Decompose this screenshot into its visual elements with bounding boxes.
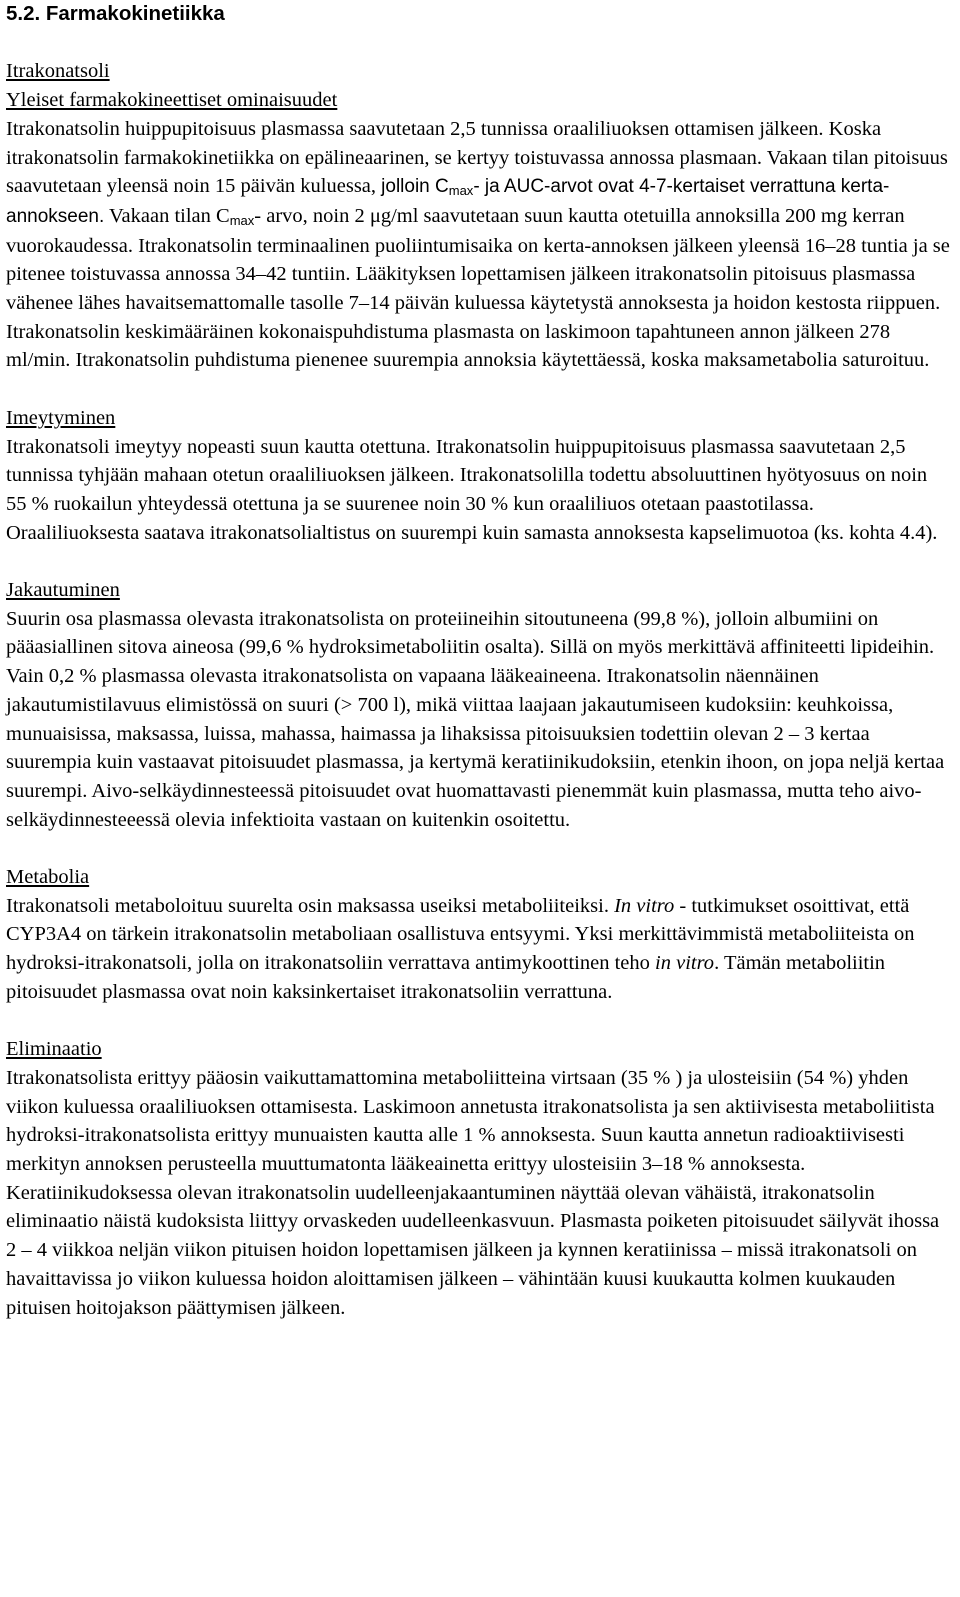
- imeytyminen-section: [6, 404, 951, 548]
- cmax-subscript: max: [448, 183, 474, 199]
- general-properties-paragraph: [6, 115, 951, 375]
- general-properties-heading: Yleiset farmakokineettiset ominaisuudet: [6, 89, 338, 112]
- spacer: [6, 375, 951, 404]
- imeytyminen-heading: Imeytyminen: [6, 406, 116, 429]
- section-title: 5.2. Farmakokinetiikka: [6, 2, 225, 25]
- spacer: [6, 1007, 951, 1036]
- spacer: [6, 547, 951, 576]
- italic-term: in vitro: [655, 952, 715, 975]
- jakautuminen-section: [6, 576, 951, 834]
- jakautuminen-paragraph: Suurin osa plasmassa olevasta itrakonatsolista on proteiineihin sitoutuneena (99,8 %), jolloin albumiini on pääasiallinen sitova aineosa (99,6 % hydroksimetaboliitin osalta). Sillä on myös merkittävä affiniteetti lipideihin. Vain 0,2 % plasmassa olevasta itrakonatsolista on vapaana lääkeaineena. Itrakonatsolin näennäinen jakautumistilavuus elimistössä on suuri (> 700 l), mikä viittaa laajaan jakautumiseen kudoksiin: keuhkoissa, munuaisissa, maksassa, luissa, mahassa, haimassa ja lihaksissa pitoisuuksien todettiin olevan 2 – 3 kertaa suurempia kuin vastaavat pitoisuudet plasmassa, ja kertymä keratiinikudoksiin, etenkin ihoon, on jopa neljä kertaa suurempi. Aivo-selkäydinnesteessä pitoisuudet ovat huomattavasti pienemmät kuin plasmassa, mutta teho aivo-selkäydinnesteeessä olevia infektioita vastaan on kuitenkin osoitettu.: [6, 607, 945, 831]
- metabolia-section: [6, 863, 951, 1007]
- paragraph-text: jolloin C: [381, 176, 449, 198]
- eliminaatio-paragraph: Itrakonatsolista erittyy pääosin vaikuttamattomina metaboliitteina virtsaan (35 % ) ja ulosteisiin (54 %) yhden viikon kuluessa oraaliliuoksen ottamisesta. Laskimoon annetusta itrakonatsolista ja sen aktiivisesta metaboliitista hydroksi-itrakonatsolista erittyy munuaisten kautta alle 1 % annoksesta. Suun kautta annetun radioaktiivisesti merkityn annoksen perusteella muuttumatonta lääkeainetta erittyy ulosteisiin 3–18 % annoksesta. Keratiinikudoksessa olevan itrakonatsolin uudelleenjakaantuminen näyttää olevan vähäistä, itrakonatsolin eliminaatio näistä kudoksista liittyy orvaskeden uudelleenkasvuun. Plasmasta poiketen pitoisuudet säilyvät ihossa 2 – 4 viikkoa neljän viikon pituisen hoidon lopettamisen jälkeen ja kynnen keratiinissa – missä itrakonatsoli on havaittavissa jo viikon kuluessa hoidon aloittamisen jälkeen – vähintään kuusi kuukautta kolmen kuukauden pituisen hoitojakson päättymisen jälkeen.: [6, 1066, 940, 1319]
- paragraph-text: Vakaan tilan C: [109, 204, 230, 227]
- itrakonatsoli-section: [6, 57, 951, 375]
- itrakonatsoli-heading: Itrakonatsoli: [6, 60, 110, 83]
- italic-term: In vitro: [614, 894, 675, 917]
- paragraph-text: - tutkimukset osoittivat, että CYP3A4 on tärkein itrakonatsolin metaboliaan osallistuva entsyymi. Yksi merkittävimmistä metaboliiteista on hydroksi-itrakonatsoli, jolla on itrakonatsoliin verrattava antimykoottinen teho: [6, 894, 915, 975]
- cmax-subscript: max: [229, 212, 255, 228]
- spacer: [6, 29, 951, 58]
- paragraph-text: - ja AUC-arvot ovat 4-7-kertaiset verrattuna kerta-annokseen.: [6, 176, 890, 227]
- imeytyminen-paragraph: Itrakonatsoli imeytyy nopeasti suun kautta otettuna. Itrakonatsolin huippupitoisuus plasmassa saavutetaan 2,5 tunnissa tyhjään mahaan otetun oraaliliuoksen jälkeen. Itrakonatsolilla todettu absoluuttinen hyötyosuus on noin 55 % ruokailun yhteydessä otettuna ja se suurenee noin 30 % kun oraaliliuos otetaan paastotilassa. Oraaliliuoksesta saatava itrakonatsolialtistus on suurempi kuin samasta annoksesta kapselimuotoa (ks. kohta 4.4).: [6, 435, 938, 544]
- paragraph-text: Itrakonatsoli metaboloituu suurelta osin maksassa useiksi metaboliiteiksi.: [6, 894, 609, 917]
- eliminaatio-heading: Eliminaatio: [6, 1038, 102, 1061]
- paragraph-text: Itrakonatsolin huippupitoisuus plasmassa saavutetaan 2,5 tunnissa oraaliliuoksen ottamisen jälkeen. Koska itrakonatsolin farmakokinetiikka on epälineaarinen, se kertyy toistuvassa annossa plasmaan. Vakaan tilan pitoisuus saavutetaan yleensä noin 15 päivän kuluessa,: [6, 117, 948, 198]
- eliminaatio-section: [6, 1035, 951, 1322]
- metabolia-paragraph: [6, 892, 951, 1007]
- paragraph-text: -: [254, 204, 262, 227]
- paragraph-text: . Tämän metaboliitin pitoisuudet plasmassa ovat noin kaksinkertaiset itrakonatsoliin verrattuna.: [6, 952, 886, 1003]
- paragraph-text: arvo, noin 2 μg/ml saavutetaan suun kautta otetuilla annoksilla 200 mg kerran vuorokaudessa. Itrakonatsolin terminaalinen puoliintumisaika on kerta-annoksen jälkeen yleensä 16–28 tuntia ja se pitenee toistuvassa annossa 34–42 tuntiin. Lääkityksen lopettamisen jälkeen itrakonatsolin pitoisuus plasmassa vähenee lähes havaitsemattomalle tasolle 7–14 päivän kuluessa käytetystä annoksesta ja hoidon kestosta riippuen. Itrakonatsolin keskimääräinen kokonaispuhdistuma plasmasta on laskimoon tapahtuneen annon jälkeen 278 ml/min. Itrakonatsolin puhdistuma pienenee suurempia annoksia käytettäessä, koska maksametabolia saturoituu.: [6, 204, 950, 372]
- metabolia-heading: Metabolia: [6, 866, 90, 889]
- jakautuminen-heading: Jakautuminen: [6, 579, 120, 602]
- spacer: [6, 834, 951, 863]
